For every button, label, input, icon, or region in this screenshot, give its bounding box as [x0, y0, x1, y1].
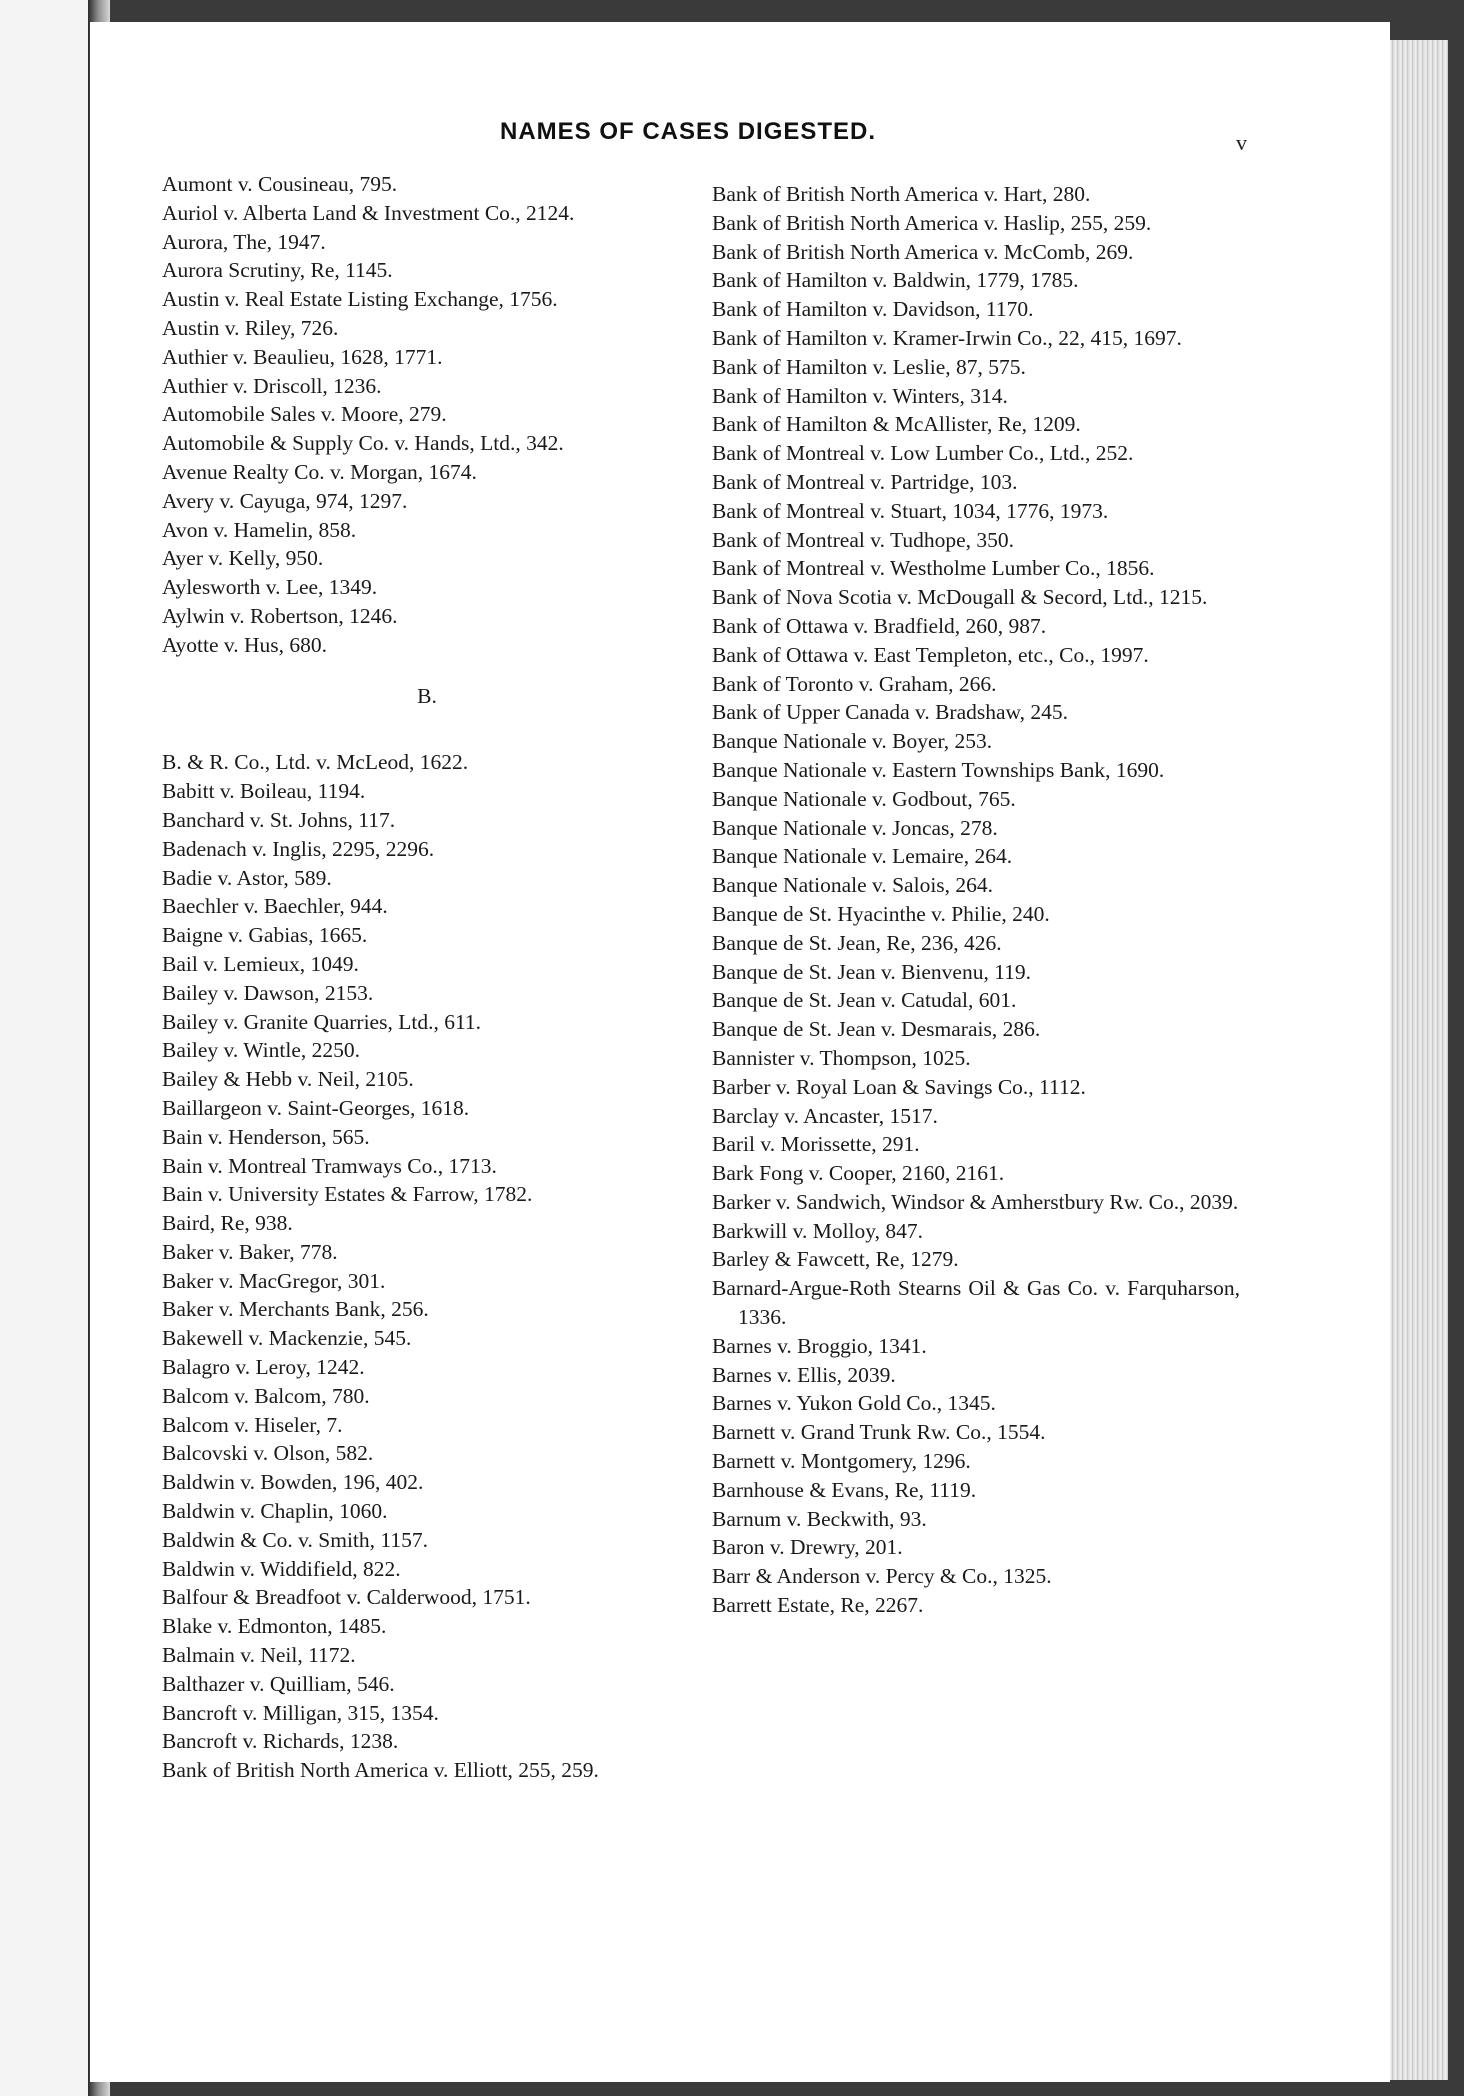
- case-entry: Barnes v. Ellis, 2039.: [712, 1362, 896, 1387]
- case-entry: Bank of Montreal v. Stuart, 1034, 1776, 1973.: [712, 498, 1109, 523]
- case-entry: Bain v. Henderson, 565.: [162, 1124, 370, 1149]
- case-entry: Banque Nationale v. Eastern Townships Bank, 1690.: [712, 757, 1165, 782]
- case-entry: Bailey v. Wintle, 2250.: [162, 1038, 360, 1063]
- case-entry: Banque Nationale v. Lemaire, 264.: [712, 844, 1013, 869]
- case-entry: Banque de St. Jean v. Bienvenu, 119.: [712, 959, 1032, 984]
- case-entry: Bannister v. Thompson, 1025.: [712, 1045, 971, 1070]
- case-entry: Bail v. Lemieux, 1049.: [162, 951, 359, 976]
- case-entry: Babitt v. Boileau, 1194.: [162, 779, 366, 804]
- case-entry: Barr & Anderson v. Percy & Co., 1325.: [712, 1564, 1052, 1589]
- case-entry: Baker v. Baker, 778.: [162, 1239, 338, 1264]
- case-entry: Barber v. Royal Loan & Savings Co., 1112.: [712, 1074, 1086, 1099]
- case-entry: Baillargeon v. Saint-Georges, 1618.: [162, 1095, 470, 1120]
- case-entry: Banque de St. Jean, Re, 236, 426.: [712, 930, 1002, 955]
- case-entry: Avery v. Cayuga, 974, 1297.: [162, 488, 408, 513]
- case-entry: Balcom v. Balcom, 780.: [162, 1383, 370, 1408]
- case-entry: Bailey v. Granite Quarries, Ltd., 611.: [162, 1009, 482, 1034]
- case-entry: Automobile Sales v. Moore, 279.: [162, 402, 447, 427]
- case-entry: Baldwin v. Chaplin, 1060.: [162, 1499, 388, 1524]
- case-entry: Bancroft v. Milligan, 315, 1354.: [162, 1700, 439, 1725]
- case-entry: Banchard v. St. Johns, 117.: [162, 807, 396, 832]
- case-entry: Bank of Hamilton v. Winters, 314.: [712, 383, 1008, 408]
- case-entry: Aumont v. Cousineau, 795.: [162, 172, 398, 196]
- section-letter: B.: [417, 683, 437, 708]
- case-entry: Bark Fong v. Cooper, 2160, 2161.: [712, 1161, 1005, 1186]
- case-entry: Bailey v. Dawson, 2153.: [162, 980, 374, 1005]
- case-entry: Bank of Ottawa v. East Templeton, etc., Co., 1997.: [712, 642, 1149, 667]
- case-entry: Balcom v. Hiseler, 7.: [162, 1412, 343, 1437]
- case-entry: Barnhouse & Evans, Re, 1119.: [712, 1477, 977, 1502]
- left-column: [162, 170, 692, 1785]
- case-entry: Banque Nationale v. Salois, 264.: [712, 873, 994, 898]
- case-entry: Balthazer v. Quilliam, 546.: [162, 1671, 395, 1696]
- case-entry: Banque de St. Jean v. Catudal, 601.: [712, 988, 1017, 1013]
- case-entry: Bank of British North America v. McComb, 269.: [712, 239, 1134, 264]
- entries-b: [162, 748, 692, 1785]
- case-entry: Aylwin v. Robertson, 1246.: [162, 603, 398, 628]
- case-entry: Barnett v. Grand Trunk Rw. Co., 1554.: [712, 1420, 1046, 1445]
- right-column: [712, 180, 1240, 1620]
- case-entry: Barnes v. Broggio, 1341.: [712, 1333, 927, 1358]
- case-entry: B. & R. Co., Ltd. v. McLeod, 1622.: [162, 750, 469, 775]
- page-edges: [1388, 40, 1448, 2080]
- case-entry: Bank of British North America v. Haslip, 255, 259.: [712, 210, 1152, 235]
- case-entry: Bank of Hamilton v. Leslie, 87, 575.: [712, 354, 1026, 379]
- case-entry: Bank of British North America v. Elliott, 255, 259.: [162, 1758, 599, 1783]
- case-entry: Baldwin v. Bowden, 196, 402.: [162, 1470, 424, 1495]
- case-entry: Barker v. Sandwich, Windsor & Amherstbury Rw. Co., 2039.: [712, 1189, 1239, 1214]
- case-entry: Baechler v. Baechler, 944.: [162, 894, 388, 919]
- case-entry: Ayer v. Kelly, 950.: [162, 546, 324, 571]
- case-entry: Authier v. Beaulieu, 1628, 1771.: [162, 344, 443, 369]
- entries-a: [162, 170, 692, 660]
- case-entry: Bailey & Hebb v. Neil, 2105.: [162, 1067, 414, 1092]
- case-entry: Banque Nationale v. Godbout, 765.: [712, 786, 1016, 811]
- page-number: v: [1236, 130, 1247, 155]
- case-entry: Avenue Realty Co. v. Morgan, 1674.: [162, 459, 477, 484]
- case-entry: Avon v. Hamelin, 858.: [162, 517, 357, 542]
- page-title: NAMES OF CASES DIGESTED.: [500, 118, 877, 145]
- case-entry: Automobile & Supply Co. v. Hands, Ltd., 342.: [162, 431, 564, 456]
- case-entry: Banque Nationale v. Joncas, 278.: [712, 815, 998, 840]
- case-entry: Aurora Scrutiny, Re, 1145.: [162, 258, 393, 283]
- case-entry: Baigne v. Gabias, 1665.: [162, 923, 368, 948]
- case-entry: Bank of Montreal v. Westholme Lumber Co., 1856.: [712, 556, 1155, 581]
- case-entry: Bancroft v. Richards, 1238.: [162, 1729, 399, 1754]
- case-entry: Barrett Estate, Re, 2267.: [712, 1593, 924, 1618]
- case-entry: Bank of Hamilton v. Davidson, 1170.: [712, 297, 1034, 322]
- case-entry: Balagro v. Leroy, 1242.: [162, 1355, 365, 1380]
- case-entry: Bank of Hamilton v. Baldwin, 1779, 1785.: [712, 268, 1079, 293]
- case-entry: Bank of Toronto v. Graham, 266.: [712, 671, 997, 696]
- case-entry: Baker v. Merchants Bank, 256.: [162, 1297, 429, 1322]
- case-entry: Austin v. Riley, 726.: [162, 315, 339, 340]
- case-entry: Barnes v. Yukon Gold Co., 1345.: [712, 1391, 996, 1416]
- case-entry: Bank of British North America v. Hart, 280.: [712, 182, 1091, 206]
- case-entry: Baldwin & Co. v. Smith, 1157.: [162, 1527, 428, 1552]
- case-entry: Blake v. Edmonton, 1485.: [162, 1614, 387, 1639]
- case-entry: Austin v. Real Estate Listing Exchange, 1756.: [162, 287, 558, 312]
- facing-page: [0, 0, 88, 2096]
- case-entry: Auriol v. Alberta Land & Investment Co., 2124.: [162, 200, 575, 225]
- entries-right: [712, 180, 1240, 1620]
- case-entry: Barnett v. Montgomery, 1296.: [712, 1449, 971, 1474]
- case-entry: Barkwill v. Molloy, 847.: [712, 1218, 924, 1243]
- case-entry: Barclay v. Ancaster, 1517.: [712, 1103, 938, 1128]
- case-entry: Baron v. Drewry, 201.: [712, 1535, 903, 1560]
- case-entry: Bain v. Montreal Tramways Co., 1713.: [162, 1153, 497, 1178]
- case-entry: Baldwin v. Widdifield, 822.: [162, 1556, 401, 1581]
- case-entry: Bain v. University Estates & Farrow, 1782.: [162, 1182, 533, 1207]
- case-entry: Aylesworth v. Lee, 1349.: [162, 575, 378, 600]
- case-entry: Authier v. Driscoll, 1236.: [162, 373, 382, 398]
- case-entry: Baker v. MacGregor, 301.: [162, 1268, 386, 1293]
- case-entry: Balmain v. Neil, 1172.: [162, 1643, 356, 1668]
- case-entry: Bank of Upper Canada v. Bradshaw, 245.: [712, 700, 1069, 725]
- case-entry: Badenach v. Inglis, 2295, 2296.: [162, 836, 435, 861]
- case-entry: Barnard-Argue-Roth Stearns Oil & Gas Co. v. Farquharson, 1336.: [712, 1276, 1240, 1330]
- case-entry: Banque Nationale v. Boyer, 253.: [712, 729, 993, 754]
- case-entry: Bank of Hamilton v. Kramer-Irwin Co., 22, 415, 1697.: [712, 325, 1182, 350]
- case-entry: Barley & Fawcett, Re, 1279.: [712, 1247, 959, 1272]
- case-entry: Banque de St. Hyacinthe v. Philie, 240.: [712, 901, 1050, 926]
- case-entry: Barnum v. Beckwith, 93.: [712, 1506, 927, 1531]
- case-entry: Bank of Hamilton & McAllister, Re, 1209.: [712, 412, 1081, 437]
- case-entry: Baril v. Morissette, 291.: [712, 1132, 920, 1157]
- case-entry: Baird, Re, 938.: [162, 1211, 293, 1236]
- case-entry: Aurora, The, 1947.: [162, 229, 326, 254]
- case-entry: Bank of Montreal v. Tudhope, 350.: [712, 527, 1014, 552]
- case-entry: Balcovski v. Olson, 582.: [162, 1441, 374, 1466]
- case-entry: Bakewell v. Mackenzie, 545.: [162, 1326, 412, 1351]
- case-entry: Banque de St. Jean v. Desmarais, 286.: [712, 1017, 1041, 1042]
- case-entry: Balfour & Breadfoot v. Calderwood, 1751.: [162, 1585, 531, 1610]
- case-entry: Badie v. Astor, 589.: [162, 865, 332, 890]
- case-entry: Bank of Ottawa v. Bradfield, 260, 987.: [712, 613, 1047, 638]
- case-entry: Ayotte v. Hus, 680.: [162, 632, 328, 657]
- case-entry: Bank of Montreal v. Low Lumber Co., Ltd., 252.: [712, 441, 1134, 466]
- case-entry: Bank of Montreal v. Partridge, 103.: [712, 469, 1018, 494]
- case-entry: Bank of Nova Scotia v. McDougall & Secord, Ltd., 1215.: [712, 585, 1208, 610]
